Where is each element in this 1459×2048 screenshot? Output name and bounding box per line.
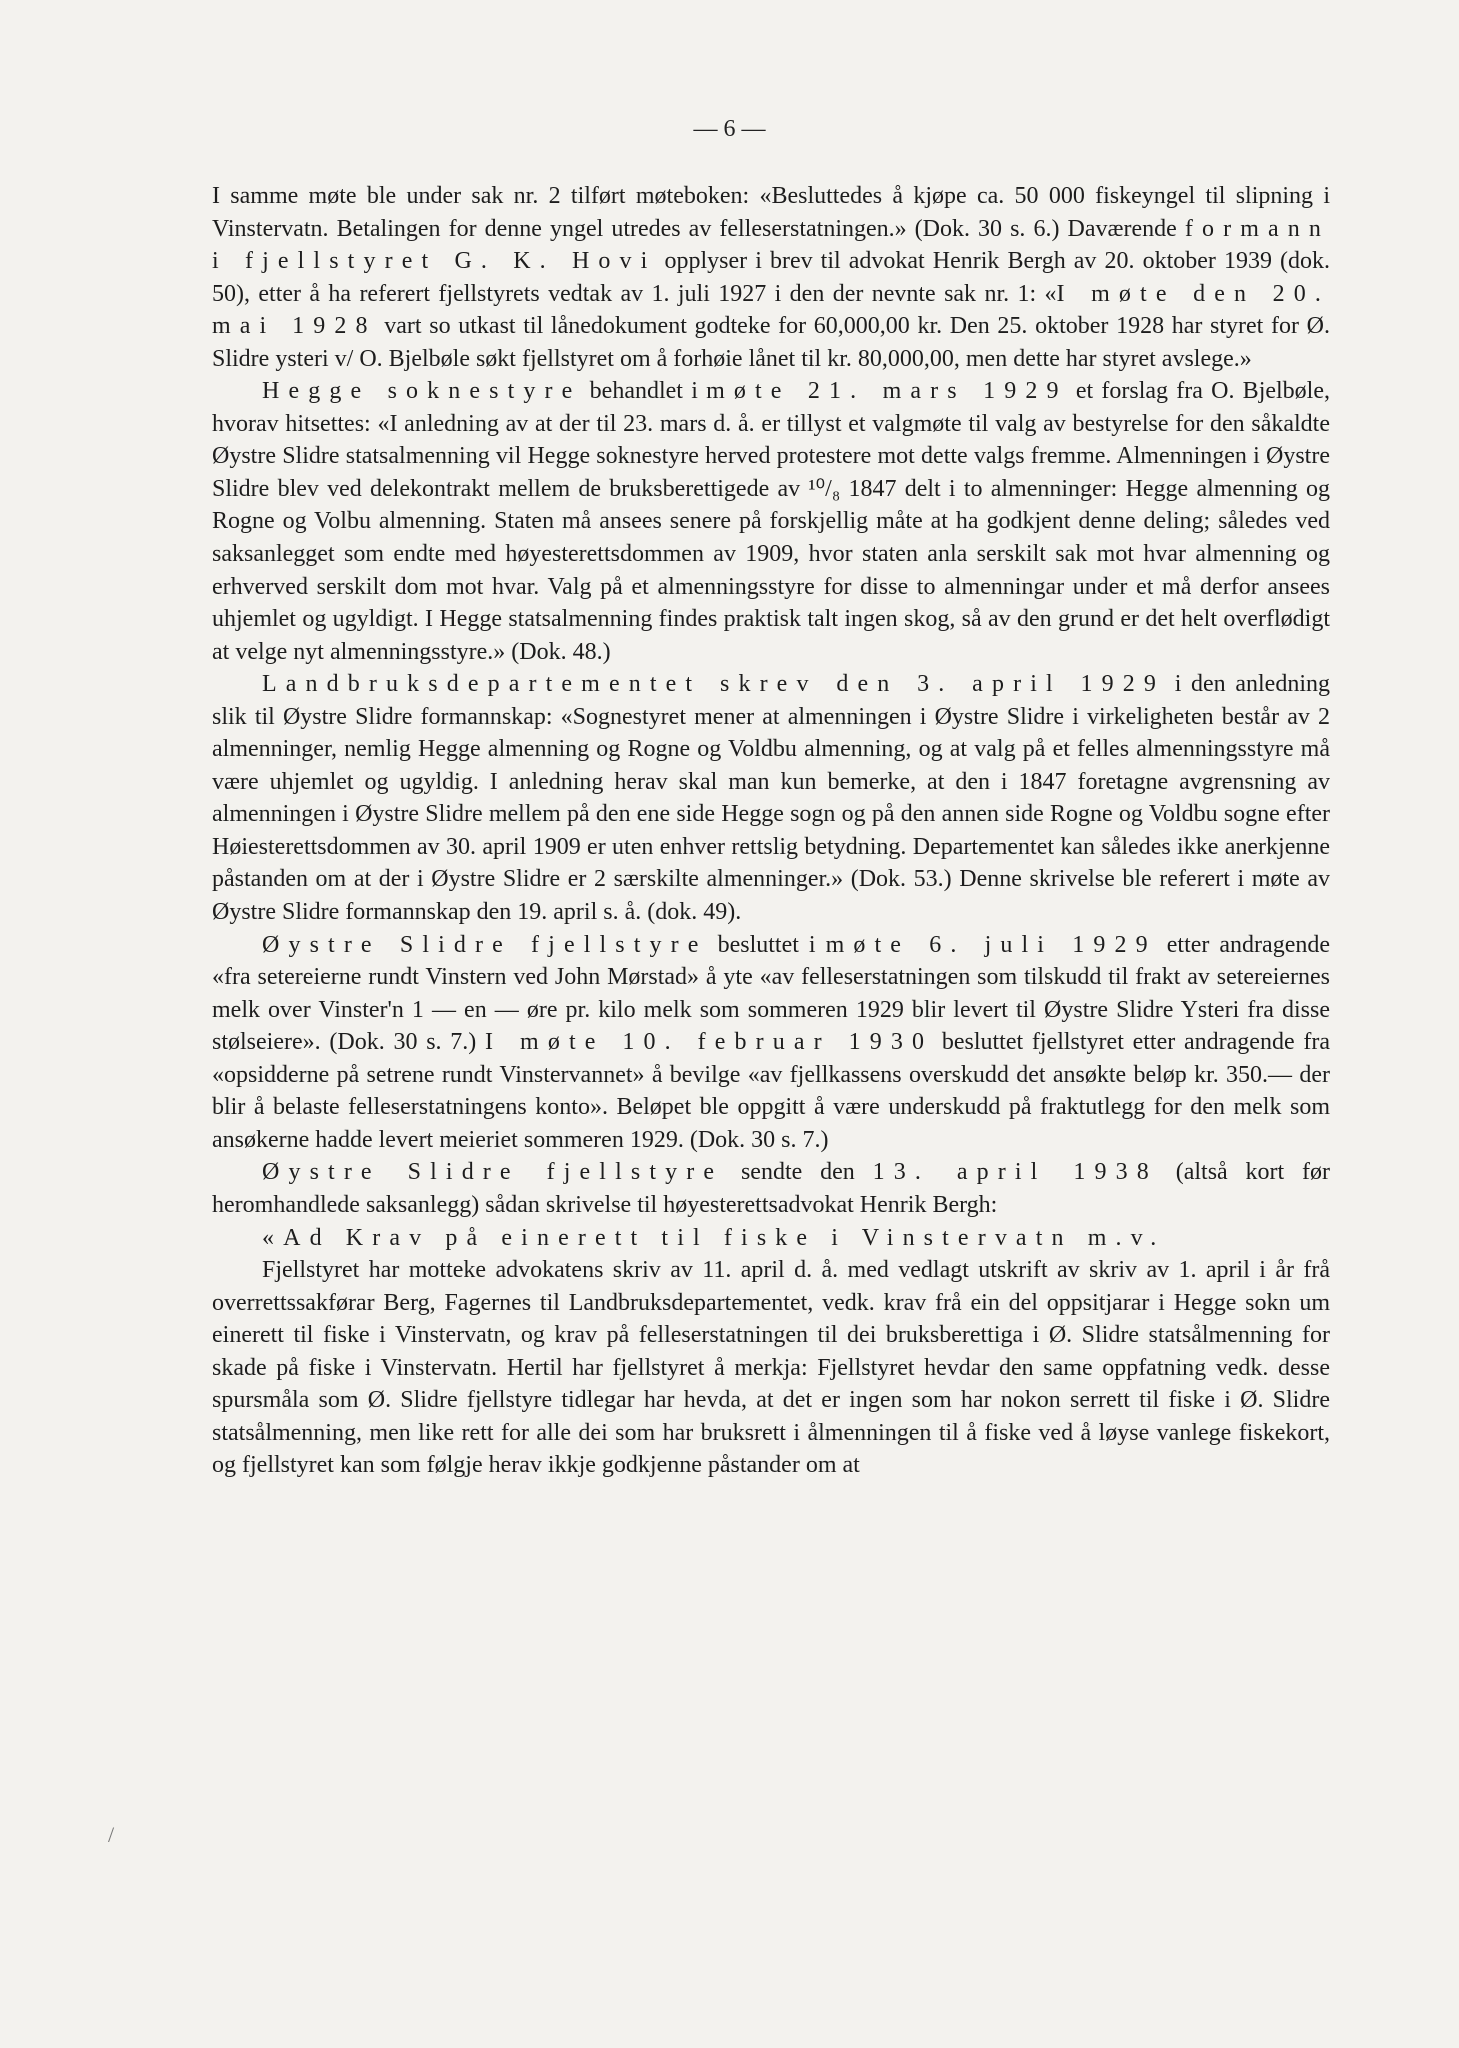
text-run: 1847 delt i to almenninger: Hegge almenning og Rogne og Volbu almenning. Staten må ansees senere på forskjellig måte at ha godkjent denne deling; således ved saksanlegget som endte med høyesterettsdommen av 1909, hvor staten anla serskilt sak mot hvar almenning og erhverved serskilt dom mot hvar. Valg på et almenningsstyre for disse to almenningar under et må derfor ansees uhjemlet og ugyldigt. I Hegge statsalmenning findes praktisk talt ingen skog, så av den grund er det helt overflødigt at velge nyt almenningsstyre.» (Dok. 48.) <box>212 475 1330 665</box>
text-run: vart so utkast til lånedokument godteke for 60,000,00 kr. Den 25. oktober 1928 har styret for Ø. Slidre ysteri v/ O. Bjelbøle søkt fjellstyret om å forhøie lånet til kr. 80,000,00, men dette har styret avslege.» <box>212 313 1330 372</box>
spaced-emphasis: I møte den 20. mai 1928 <box>212 280 1330 340</box>
spaced-emphasis: «Ad Krav på einerett til fiske i Vinstervatn m.v. <box>262 1224 1166 1251</box>
text-run: I samme møte ble under sak nr. 2 tilført møteboken: «Besluttedes å kjøpe ca. 50 000 fiskeyngel til slipning i Vinstervatn. Betalingen for denne yngel utredes av felleserstatningen.» (Dok. 30 s. 6.) Daværende <box>212 183 1330 242</box>
spaced-emphasis: Hegge soknestyre <box>262 378 582 405</box>
text-run: ¹⁰/₈ <box>808 475 841 502</box>
paragraph <box>212 929 1330 1157</box>
paragraph <box>212 1254 1330 1482</box>
text-run: (altså kort før heromhandlede saksanlegg) sådan skrivelse til høyesterettsadvokat Henrik Bergh: <box>212 1159 1330 1218</box>
text-run: Fjellstyret har motteke advokatens skriv av 11. april d. å. med vedlagt utskrift av skriv av 1. april i år frå overrettssakførar Berg, Fagernes til Landbruksdepartementet, vedk. krav frå ein del oppsitjarar i Hegge sokn um einerett til fiske i Vinstervatn, og krav på felleserstatningen til dei bruksberettiga i Ø. Slidre statsålmenning for skade på fiske i Vinstervatn. Hertil har fjellstyret å merkja: Fjellstyret hevdar den same oppfatning vedk. desse spursmåla som Ø. Slidre fjellstyre tidlegar har hevda, at det er ingen som har nokon serrett til fiske i Ø. Slidre statsålmenning, men like rett for alle dei som har bruksrett i ålmenningen til å fiske ved å løyse vanlege fiskekort, og fjellstyret kan som følgje herav ikkje godkjenne påstander om at <box>212 1257 1330 1479</box>
paragraph <box>212 1222 1330 1255</box>
spaced-emphasis: møte 6. juli 1929 <box>825 931 1157 958</box>
spaced-emphasis: Øystre Slidre fjellstyre <box>262 931 708 958</box>
spaced-emphasis: 13. april 1938 <box>872 1159 1158 1186</box>
text-run: i den anledning slik til Øystre Slidre formannskap: «Sognestyret mener at almenningen i Øystre Slidre i virkeligheten består av 2 almenninger, nemlig Hegge almenning og Rogne og Voldbu almenning, og at valg på et felles almenningsstyre må være uhjemlet og ugyldig. I anledning herav skal man kun bemerke, at den i 1847 foretagne avgrensning av almenningen i Øystre Slidre mellem på den ene side Hegge sogn og på den annen side Rogne og Voldbu sogne efter Høiesterettsdommen av 30. april 1909 er uten enhver rettslig betydning. Departementet kan således ikke anerkjenne påstanden om at der i Øystre Slidre er 2 særskilte almenninger.» (Dok. 53.) Denne skrivelse ble referert i møte av Øystre Slidre formannskap den 19. april s. å. (dok. 49). <box>212 671 1330 926</box>
page-number: — 6 — <box>693 116 766 142</box>
document-body <box>212 180 1330 1482</box>
text-run: besluttet fjellstyret etter andragende fra «opsidderne på setrene rundt Vinstervannet» å bevilge «av fjellkassens overskudd det ansøkte beløp kr. 350.— der blir å belaste felleserstatningens konto». Beløpet ble oppgitt å være underskudd på fraktutlegg for den melk som ansøkerne hadde levert meieriet sommeren 1929. (Dok. 30 s. 7.) <box>212 1029 1330 1153</box>
text-run: besluttet i <box>707 931 826 958</box>
text-run: sendte den <box>723 1159 873 1186</box>
spaced-emphasis: Øystre Slidre fjellstyre <box>262 1159 724 1186</box>
text-run: behandlet i <box>581 378 707 405</box>
text-run: et forslag fra O. Bjelbøle, hvorav hitsettes: «I anledning av at der til 23. mars d. å. er tillyst et valgmøte til valg av bestyrelse for den såkaldte Øystre Slidre statsalmenning vil Hegge soknestyre herved protestere mot dette valgs fremme. Almenningen i Øystre Slidre blev ved delekontrakt mellem de bruksberettigede av <box>212 378 1330 502</box>
paragraph <box>212 375 1330 668</box>
spaced-emphasis: Landbruksdepartementet skrev den 3. april 1929 <box>262 671 1166 698</box>
text-run: opplyser i brev til advokat Henrik Bergh av 20. oktober 1939 (dok. 50), etter å ha referert fjellstyrets vedtak av 1. juli 1927 i den der nevnte sak nr. 1: « <box>212 248 1330 307</box>
paragraph <box>212 668 1330 928</box>
spaced-emphasis: møte 21. mars 1929 <box>706 378 1068 405</box>
margin-mark: / <box>108 1822 115 1847</box>
paragraph <box>212 1156 1330 1221</box>
text-run: etter andragende «fra setereierne rundt Vinstern ved John Mørstad» å yte «av felleserstatningen som tilskudd til frakt av setereiernes melk over Vinster'n 1 — en — øre pr. kilo melk som sommeren 1929 blir levert til Øystre Slidre Ysteri fra disse stølseiere». (Dok. 30 s. 7.) <box>212 931 1330 1056</box>
spaced-emphasis: formann i fjellstyret G. K. Hovi <box>212 215 1330 275</box>
spaced-emphasis: I møte 10. februar 1930 <box>485 1029 934 1056</box>
paragraph <box>212 180 1330 375</box>
